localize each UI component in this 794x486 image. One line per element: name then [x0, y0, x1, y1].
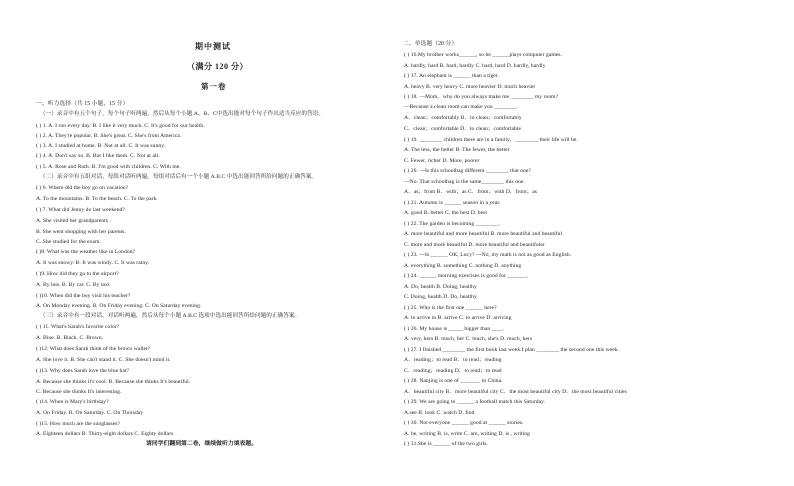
option-line: C. Doing, health D. Do, healthy: [404, 294, 477, 300]
option-line: A. The less, the better B. The fewer, the better: [404, 147, 510, 153]
question-line: ( ) 4. A. Don't say so. B. But I like them. C. Not at all.: [36, 153, 160, 159]
question-line: ( ) 3. A. I studied at home. B. Not at all. C. It was sunny.: [36, 143, 166, 149]
question-line: ( ) 5. A. Rose and Ruth. B. I'm good with children. C. With me.: [36, 164, 181, 170]
option-line: A. On Friday. B. On Saturday. C. On Thursday: [36, 410, 144, 416]
option-line: A．as；from B．with；as C．from；with D．from；as: [404, 189, 538, 195]
question-line: ( ) 6. Where did the boy go on vacation?: [36, 185, 129, 191]
option-line: C．clean；comfortable D．to clean；comfortable: [404, 126, 522, 132]
option-line: A. to arrive in B. arrive C. to arrive D. arriving: [404, 315, 512, 321]
option-line: A．reading；to read B．to read；reading: [404, 357, 502, 363]
question-line: ( ) 1. A. I run every day. B. I like it very much. C. It's good for our health.: [36, 123, 205, 129]
option-line: A. hardly, hard B. hard, hardly C. hard, hard D. hardly, hardly: [404, 63, 546, 69]
question-line: ( ) 30. Not everyone ______ good at ______ stories.: [404, 420, 524, 426]
option-line: A. heavy B. very heavy C. more heavier D. much heavier: [404, 84, 536, 90]
option-line: A．beautiful city B．more beautiful city C．the most beautiful city D．the most beautiful cities: [404, 389, 627, 395]
question-line: ( ) 11. What's Sarah's favorite color?: [36, 324, 120, 330]
option-line: A. Do, health B. Doing, healthy: [404, 284, 477, 290]
option-line: C. She studied for the exam.: [36, 239, 101, 245]
question-line: ( ) 18. —Mom，why do you always make me ________ my room?: [404, 94, 559, 100]
question-line: ( ) 7. What did Jenny do last weekend?: [36, 207, 125, 213]
question-line: ( ) 16.My brother works______, so he ______plays computer games.: [404, 52, 562, 58]
question-line: —Because a clean room can make you ________.: [404, 104, 519, 110]
single-choice-part-title: 二、单选题（20 分）: [403, 41, 458, 47]
option-line: C. Because she thinks It's interesting.: [36, 389, 122, 395]
question-line: ( )12. What does Sarah think of the brown wallet?: [36, 346, 151, 352]
question-line: ( ) 28. Nanjing is one of _______ in China.: [404, 378, 503, 384]
option-line: A. good B. better C. the best D. best: [404, 210, 487, 216]
option-line: A．clean；comfortably B．to clean；comfortably: [404, 115, 522, 121]
option-line: A. On Monday evening. B. On Friday evening. C. On Saturday evening.: [36, 303, 202, 309]
question-line: ( ) 2. A. They're popular. B. She's great. C. She's from America.: [36, 133, 182, 139]
option-line: A. very, hers B. much, her C. much, she's D. much, hers: [404, 336, 533, 342]
question-line: ( ) 27. I finished ________ the first book last week.I plan ________ the second one this week.: [404, 347, 620, 353]
volume-title: 第一卷: [201, 82, 227, 91]
option-line: A. By bus. B. By car. C. By taxi: [36, 282, 110, 288]
question-line: ( ) 19. ________ children there are in a family，________ their life will be.: [404, 137, 578, 143]
question-line: ( )14. When is Mary's birthday?: [36, 399, 109, 405]
question-line: ( ) 25. Who is the first one ______ here?: [404, 305, 497, 311]
option-line: A. Eighteen dollars B. Thirty-eight dollars C. Eighty dollars: [36, 431, 174, 437]
question-line: ( ) 31.She is ______ of the two girls.: [404, 441, 488, 447]
question-line: ( ) 26. My house is _____ bigger than ____.: [404, 326, 505, 332]
option-line: A. To the mountains. B. To the beach. C. To the park.: [36, 196, 158, 202]
section-1-intro: （一）录音中有五个句子，每个句子听两遍，然后从每个小题 A、B、C中选出能对每个句子作出适当反应的答语。: [40, 111, 325, 117]
question-line: ( ) 17. An elephant is ______ than a tiger.: [404, 73, 499, 79]
question-line: ( ) 23. ---Is ______ OK, Lucy? ---No, my math is not as good as English.: [404, 252, 572, 258]
question-line: ( )10. When did the boy visit his teacher?: [36, 293, 131, 299]
question-line: ( ) 29. We are going to ______ a football match this Saturday.: [404, 399, 546, 405]
question-line: ( ) 24. ______ morning exercises is good for _______.: [404, 273, 529, 279]
option-line: A. Because she thinks it's cool. B. Because she thinks It's beautiful.: [36, 379, 191, 385]
question-line: ( )15. How much are the sunglasses?: [36, 421, 120, 427]
footer-note: 请同学们翻到第二卷，继续做听力填表题。: [146, 441, 258, 447]
listening-part-title: 一、听力选择（共 15 小题，15 分）: [36, 101, 129, 107]
option-line: C. more and more beautiful D. more beautiful and beautifuler: [404, 242, 545, 248]
section-2-intro: （二）录音中有五组对话，每组对话听两遍，每组对话后有一个小题 A.B.C 中选出能回答所给问题的正确答案。: [40, 174, 318, 180]
option-line: A. It was snowy. B. It was windy. C. It was rainy.: [36, 260, 150, 266]
option-line: A. Blue. B. Black. C. Brown.: [36, 335, 104, 341]
option-line: A. She visited her grandparents .: [36, 218, 111, 224]
option-line: A. everything B. something C. nothing D. anything: [404, 263, 522, 269]
option-line: A. She love it. B. She can't stand it. C. She doesn't mind it.: [36, 357, 171, 363]
option-line: A.see B. look C. watch D. find: [404, 410, 475, 416]
question-line: ( ) 20. —Is this schoolbag different ________ that one?: [404, 168, 531, 174]
question-line: ( ) 22. The garden is becoming ________.: [404, 221, 500, 227]
option-line: B. She went shopping with her parents.: [36, 229, 126, 235]
exam-title: 期中测试: [195, 42, 231, 51]
question-line: —No. That schoolbag is the same________ this one.: [404, 179, 525, 185]
option-line: A. be, writing B. is, write C. are, writing D. is , writing: [404, 431, 530, 437]
question-line: ( ) 21. Autumn is ______ season in a year.: [404, 200, 501, 206]
full-score: （满分 120 分）: [187, 62, 248, 71]
option-line: C．reading；reading D．to read；to read: [404, 368, 502, 374]
question-line: ( )9. How did they go to the airport?: [36, 271, 119, 277]
option-line: C. Fewer, richer D. More, poorer: [404, 158, 480, 164]
option-line: A. more beautiful and more beautiful B. more beautiful and beautiful: [404, 231, 563, 237]
section-3-intro: （三）录音中有一段对话，对话听两遍，然后从每个小题 A.B.C 选项中选出能回答所给问题的正确答案。: [40, 313, 301, 319]
question-line: ( )13. Why does Sarah love the blue hat?: [36, 368, 130, 374]
question-line: ( )8. What was the weather like in London?: [36, 249, 136, 255]
